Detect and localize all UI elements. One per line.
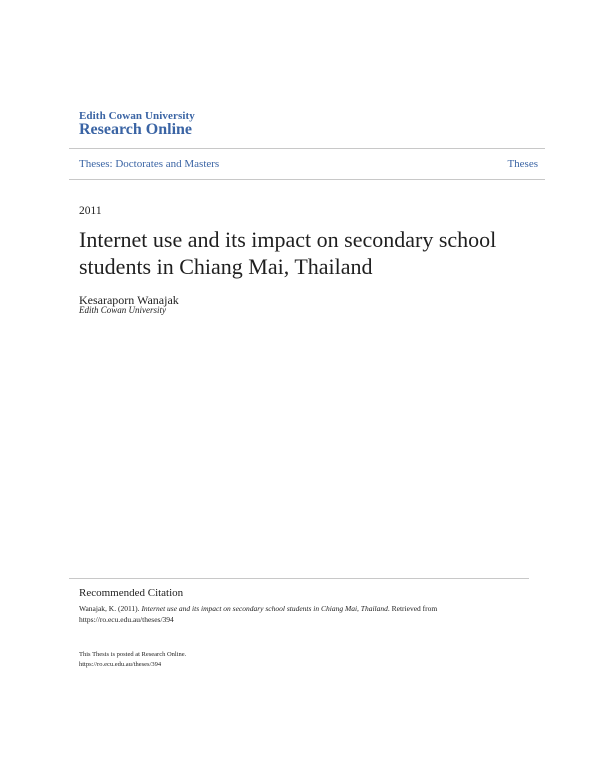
author-affiliation: Edith Cowan University [79,305,166,315]
publication-year: 2011 [79,205,102,217]
top-rule [69,148,545,149]
posted-url[interactable]: https://ro.ecu.edu.au/theses/394 [79,661,162,668]
citation-text [79,603,474,625]
posted-line: This Thesis is posted at Research Online. [79,651,187,658]
repository-name[interactable]: Research Online [79,121,193,138]
citation-url[interactable]: https://ro.ecu.edu.au/theses/394 [79,615,174,624]
breadcrumb-theses-doctorates-link[interactable]: Theses: Doctorates and Masters [79,158,220,170]
breadcrumb-theses-link[interactable]: Theses [507,158,538,170]
document-title: Internet use and its impact on secondary school students in Chiang Mai, Thailand [79,227,497,279]
university-name: Edith Cowan University [79,110,195,122]
author-name: Kesaraporn Wanajak [79,293,179,307]
citation-prefix: Wanajak, K. (2011). [79,604,142,613]
breadcrumb-rule [69,179,545,180]
citation-rule [69,578,529,579]
citation-suffix: . Retrieved from [387,604,438,613]
recommended-citation-heading: Recommended Citation [79,587,184,599]
breadcrumb [79,158,538,170]
citation-title: Internet use and its impact on secondary school students in Chiang Mai, Thailand [141,604,388,613]
posted-notice [79,650,379,670]
